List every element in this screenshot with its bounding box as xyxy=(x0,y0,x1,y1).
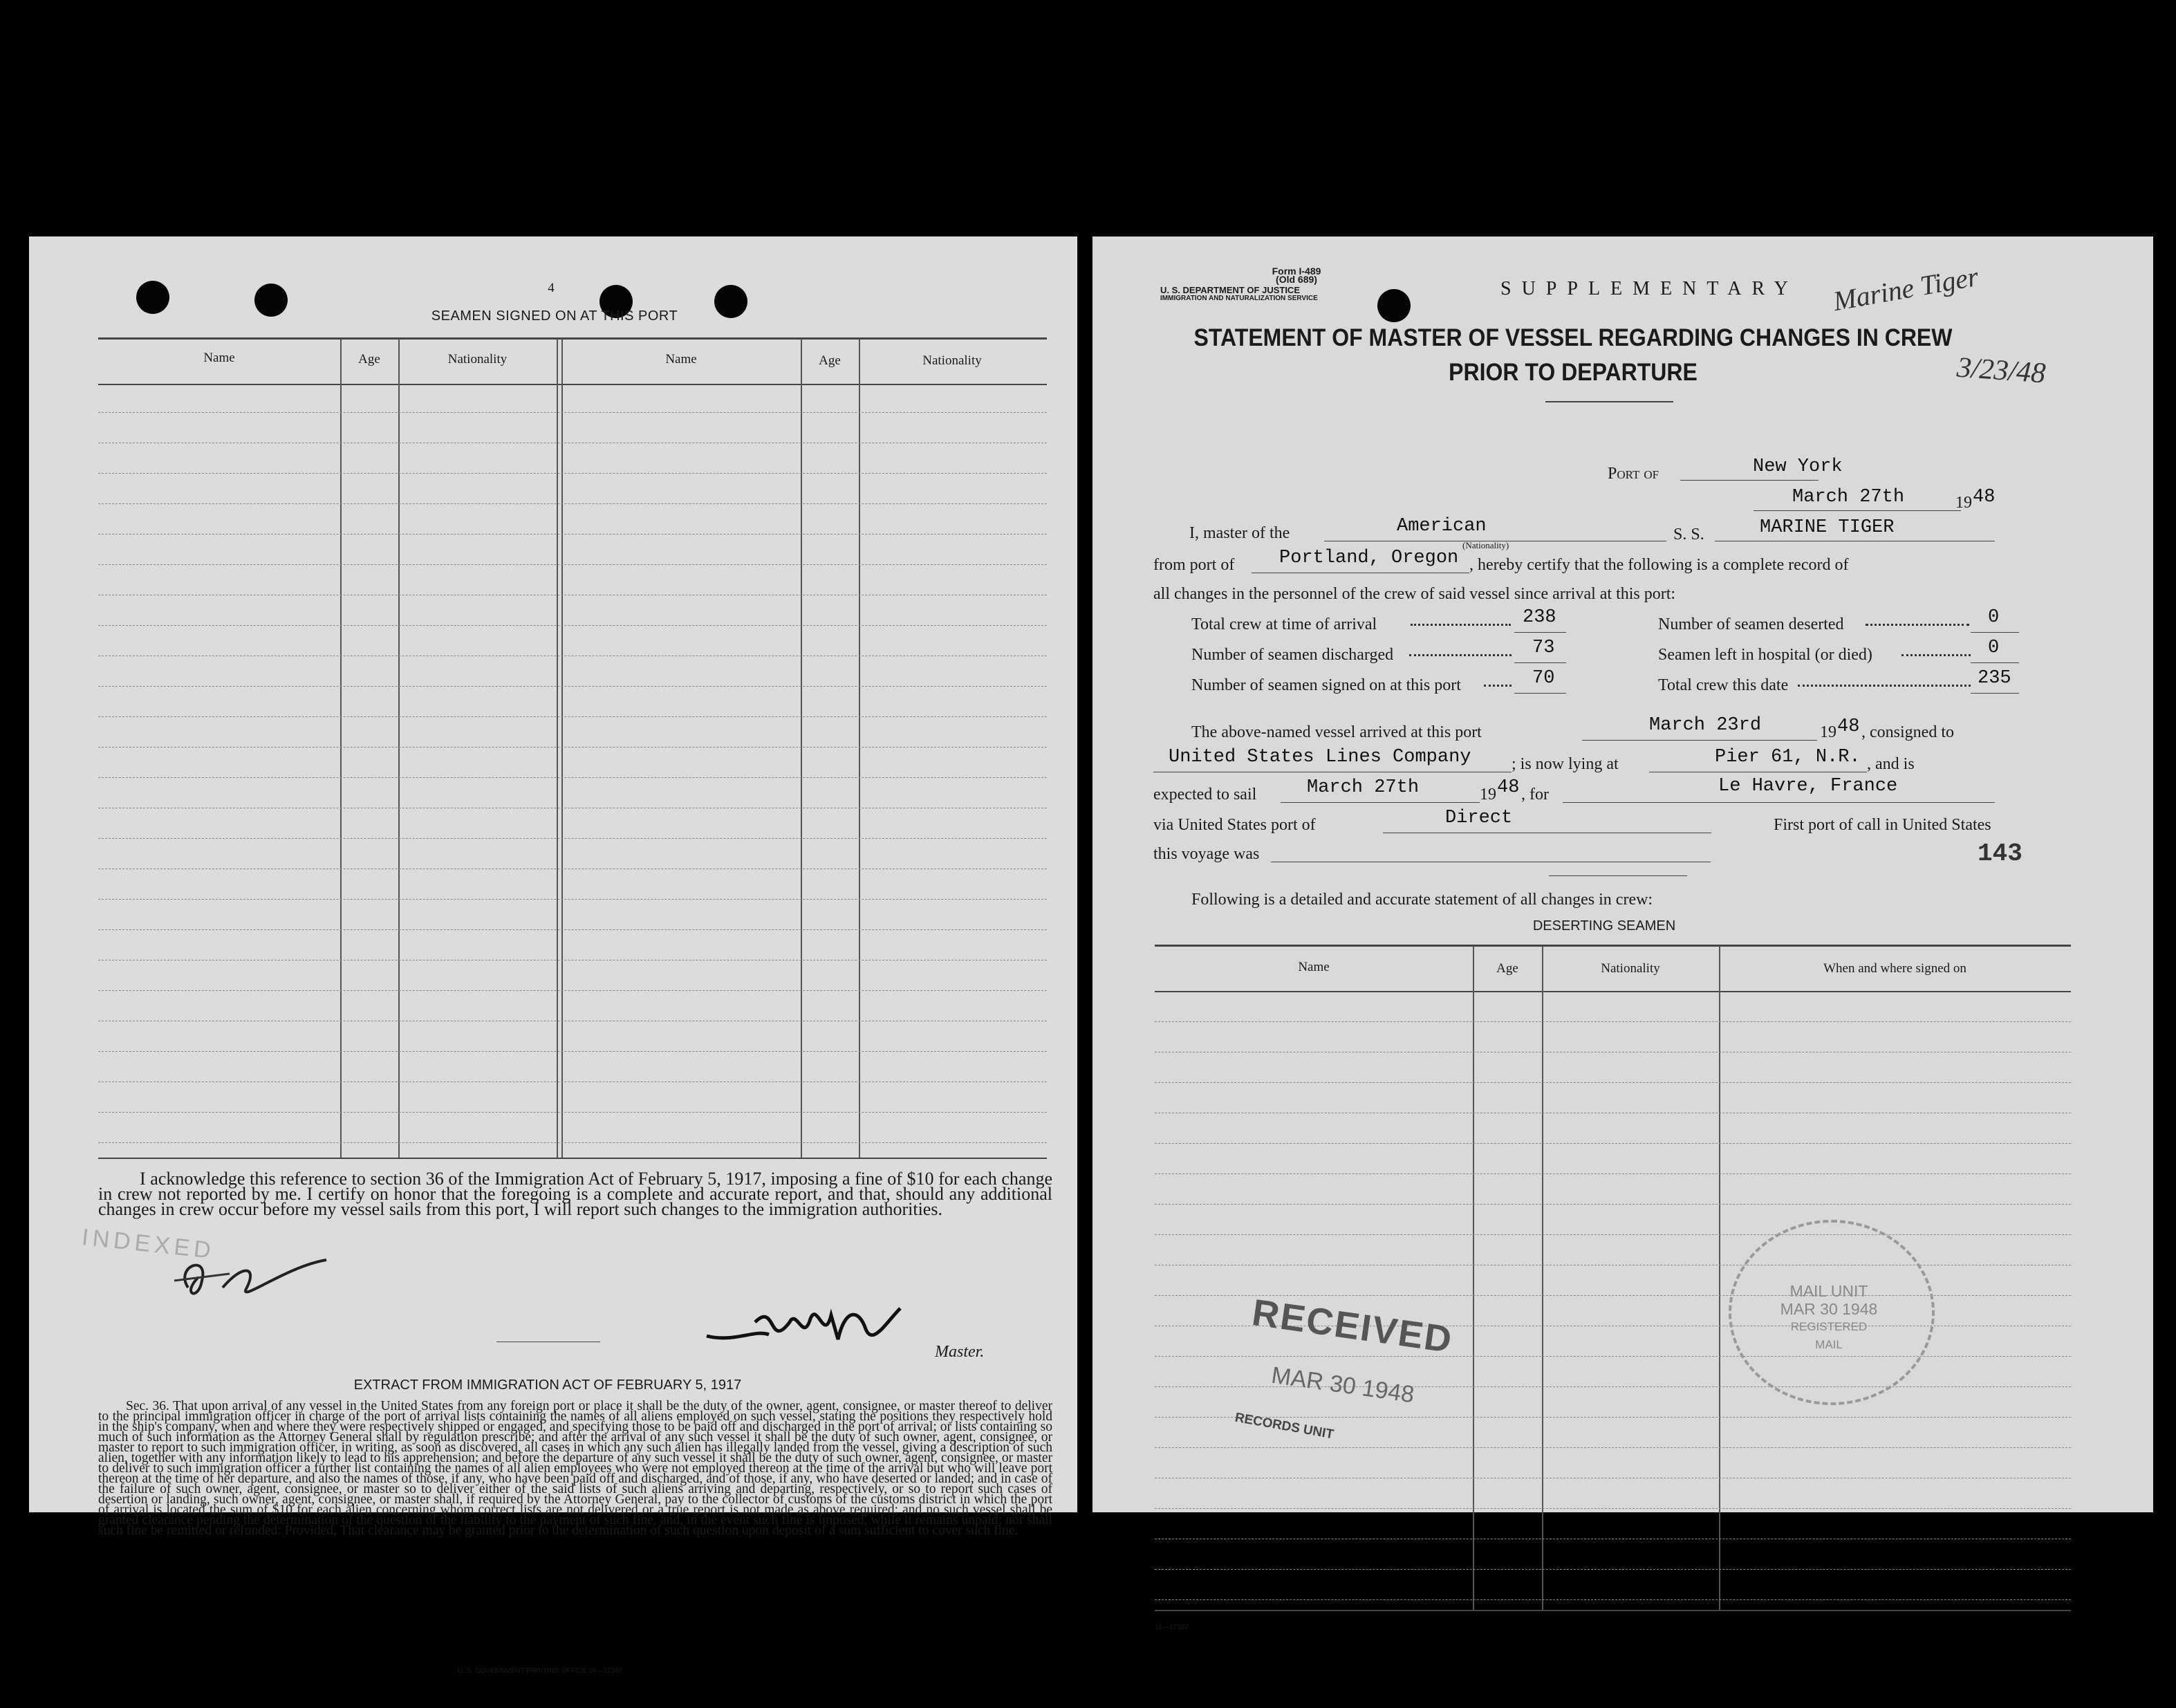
table-row-rule xyxy=(98,1051,1047,1052)
table-row-rule xyxy=(1155,1599,2071,1600)
signed-on-value: 70 xyxy=(1532,668,1555,689)
first-port-label: First port of call in United States xyxy=(1774,816,1991,834)
table-row-rule xyxy=(98,564,1047,565)
year-value: 48 xyxy=(1973,487,1996,508)
extract-text: Sec. 36. That upon arrival of any vessel in the United States from any foreign port or place it shall be the duty of the owner, agent, consignee, or master thereof to deliver to the principal immigration officer in charge of the port of arrival lists containing the names of all aliens employed on such vessel, stating the positions they respectively hold in the ship's company, when and where they were respectively shipped or engaged, and specifying those to be paid off and discharged in the port of arrival; or lists containing so much of such information as the Attorney General shall by regulation prescribe; and after the arrival of any such vessel it shall be the duty of such owner, agent, consignee, or master to report to such immigration officer, in writing, as soon as discovered, all cases in which any such alien has illegally landed from the vessel, giving a description of such alien, together with any information likely to lead to his apprehension; and before the departure of any such vessel it shall be the duty of such owner, agent, consignee, or master to deliver to such immigration officer a further list containing the names of all alien employees who were not employed thereon at the time of the arrival but who will leave port thereon at the time of her departure, and also the names of those, if any, who have been paid off and discharged, and of those, if any, who have deserted or landed; and in case of the failure of such owner, agent, consignee, or master so to deliver either of the said lists of such aliens arriving and departing, respectively, or so to report such cases of desertion or landing, such owner, agent, consignee, or master shall, if required by the Attorney General, pay to the collector of customs of the customs district in which the port of arrival is located the sum of $10 for each alien concerning whom correct lists are not delivered or a true report is not made as above required; and no such vessel shall be granted clearance pending the determination of the question of the liability to the payment of such fine, and, in the event such fine is imposed, while it remains unpaid; nor shall such fine be remitted or refunded: Provided, That clearance may be granted prior to the determination of such question upon deposit of a sum sufficient to cover such fine. xyxy=(98,1399,1052,1538)
column-header-nationality: Nationality xyxy=(447,352,508,366)
consignee-value: United States Lines Company xyxy=(1169,747,1471,768)
title-rule xyxy=(1545,401,1673,402)
from-port-label: from port of xyxy=(1153,556,1235,574)
arrived-label: The above-named vessel arrived at this port xyxy=(1191,723,1482,741)
left-page xyxy=(29,236,1077,1675)
ship-name: MARINE TIGER xyxy=(1760,517,1895,538)
table-row-rule xyxy=(1155,1447,2071,1448)
table-header-rule xyxy=(1155,991,2071,992)
table-row-rule xyxy=(1155,1204,2071,1205)
table-row-rule xyxy=(1155,1417,2071,1418)
leader-dots xyxy=(1409,654,1512,656)
leader-dots xyxy=(1901,654,1971,656)
via-port-value: Direct xyxy=(1445,808,1513,828)
year-prefix: 19 xyxy=(1955,494,1972,512)
mail-unit-stamp-text: MAIL UNIT MAR 30 1948 REGISTERED MAIL xyxy=(1780,1282,1878,1351)
sail-date-value: March 27th xyxy=(1307,777,1420,798)
master-label: Master. xyxy=(935,1343,985,1361)
initials-signature xyxy=(160,1239,340,1315)
table-top-rule xyxy=(1155,945,2071,947)
table-row-rule xyxy=(98,625,1047,626)
deserting-title: DESERTING SEAMEN xyxy=(1532,918,1676,934)
field-underline xyxy=(1971,693,2019,694)
table-row-rule xyxy=(1155,1021,2071,1022)
sail-year-prefix: 19 xyxy=(1480,786,1496,804)
table-row-rule xyxy=(98,899,1047,900)
field-underline xyxy=(1514,662,1566,663)
signed-on-label: Number of seamen signed on at this port xyxy=(1191,676,1461,694)
column-header-name: Name xyxy=(1298,960,1330,974)
right-page xyxy=(1092,236,2153,1631)
department-name: U. S. DEPARTMENT OF JUSTICE xyxy=(1160,285,1300,295)
lying-label: ; is now lying at xyxy=(1512,755,1619,773)
handwritten-ship-note: Marine Tiger xyxy=(1830,260,1981,317)
punch-hole xyxy=(1377,289,1411,322)
supplementary-label: SUPPLEMENTARY xyxy=(1500,278,1798,299)
handwritten-date-note: 3/23/48 xyxy=(1955,351,2047,390)
field-underline xyxy=(1582,740,1817,741)
received-stamp: RECEIVED xyxy=(1249,1291,1456,1362)
table-top-rule xyxy=(98,337,1047,340)
table-row-rule xyxy=(1155,1173,2071,1174)
field-underline xyxy=(1971,662,2019,663)
form-subtitle: PRIOR TO DEPARTURE xyxy=(1449,358,1698,386)
voyage-number: 143 xyxy=(1978,839,2022,868)
table-bottom-rule xyxy=(1155,1610,2071,1611)
date-value: March 27th xyxy=(1792,487,1905,508)
field-underline xyxy=(1754,510,1961,511)
acknowledgement-text: I acknowledge this reference to section 36 of the Immigration Act of February 5, 1917, imposing a fine of $10 for each change in crew not reported by me. I certify on honor that the foregoing is a complete and accurate report, and that, should any additional changes in crew occur before my vessel sails from this port, I will report such changes to the immigration authorities. xyxy=(98,1169,1052,1219)
punch-hole xyxy=(254,284,288,317)
table-row-rule xyxy=(1155,1569,2071,1570)
hospital-value: 0 xyxy=(1988,638,2000,658)
ss-label: S. S. xyxy=(1673,526,1704,544)
table-row-rule xyxy=(98,990,1047,991)
column-header-age: Age xyxy=(1496,961,1518,976)
table-row-rule xyxy=(98,777,1047,778)
leader-dots xyxy=(1866,624,1969,626)
from-port-value: Portland, Oregon xyxy=(1279,548,1459,568)
column-divider xyxy=(859,339,860,1158)
field-underline xyxy=(1514,632,1566,633)
total-crew-date-label: Total crew this date xyxy=(1658,676,1789,694)
column-header-nationality: Nationality xyxy=(922,353,982,368)
pier-value: Pier 61, N.R. xyxy=(1715,747,1861,768)
table-row-rule xyxy=(98,1142,1047,1143)
field-underline xyxy=(1971,632,2019,633)
table-row-rule xyxy=(98,747,1047,748)
column-divider xyxy=(398,339,400,1158)
following-text: Following is a detailed and accurate statement of all changes in crew: xyxy=(1191,891,1653,909)
table-row-rule xyxy=(98,838,1047,839)
field-underline xyxy=(1281,802,1480,803)
table-row-rule xyxy=(98,929,1047,930)
column-divider xyxy=(557,339,558,1158)
table-row-rule xyxy=(98,534,1047,535)
nationality-value: American xyxy=(1397,516,1487,537)
extract-title: EXTRACT FROM IMMIGRATION ACT OF FEBRUARY 5, 1917 xyxy=(353,1377,742,1393)
nationality-caption: (Nationality) xyxy=(1462,540,1509,550)
column-header-age: Age xyxy=(358,352,380,366)
expected-label: expected to sail xyxy=(1153,786,1257,804)
field-underline xyxy=(1680,480,1819,481)
table-row-rule xyxy=(1155,1356,2071,1357)
deserted-value: 0 xyxy=(1988,607,2000,628)
table-row-rule xyxy=(1155,1143,2071,1144)
field-underline xyxy=(1514,693,1566,694)
and-is-label: , and is xyxy=(1867,755,1915,773)
voyage-label: this voyage was xyxy=(1153,845,1260,863)
table-row-rule xyxy=(98,1112,1047,1113)
column-divider xyxy=(1542,946,1543,1610)
consigned-label: , consigned to xyxy=(1861,723,1954,741)
discharged-value: 73 xyxy=(1532,638,1555,658)
changes-text: all changes in the personnel of the crew of said vessel since arrival at this port: xyxy=(1153,585,1676,603)
arrived-date-value: March 23rd xyxy=(1649,715,1762,736)
port-of-label: Port of xyxy=(1608,465,1659,483)
port-value: New York xyxy=(1753,456,1843,477)
service-name: IMMIGRATION AND NATURALIZATION SERVICE xyxy=(1160,295,1318,302)
destination-value: Le Havre, France xyxy=(1718,776,1898,797)
table-bottom-rule xyxy=(98,1158,1047,1159)
total-crew-arrival-value: 238 xyxy=(1523,607,1556,628)
leader-dots xyxy=(1484,685,1512,687)
leader-dots xyxy=(1798,685,1971,687)
column-divider xyxy=(801,339,802,1158)
arrived-year-prefix: 19 xyxy=(1820,723,1836,741)
table-row-rule xyxy=(98,412,1047,413)
table-row-rule xyxy=(98,716,1047,717)
indexed-stamp: INDEXED xyxy=(80,1224,216,1264)
hospital-label: Seamen left in hospital (or died) xyxy=(1658,646,1872,664)
form-title: STATEMENT OF MASTER OF VESSEL REGARDING CHANGES IN CREW xyxy=(1193,324,1953,351)
table-row-rule xyxy=(1155,1082,2071,1083)
page-number: 4 xyxy=(548,281,555,295)
total-crew-date-value: 235 xyxy=(1978,668,2011,689)
master-of-label: I, master of the xyxy=(1189,524,1290,542)
table-row-rule xyxy=(98,686,1047,687)
column-header-name: Name xyxy=(665,352,697,366)
field-underline xyxy=(1563,802,1995,803)
for-label: , for xyxy=(1521,786,1549,804)
printing-office-footer: U. S. GOVERNMENT PRINTING OFFICE 16—17387 xyxy=(458,1667,623,1675)
column-header-nationality: Nationality xyxy=(1601,961,1660,976)
page-title: SEAMEN SIGNED ON AT THIS PORT xyxy=(431,308,678,324)
discharged-label: Number of seamen discharged xyxy=(1191,646,1394,664)
table-row-rule xyxy=(1155,1508,2071,1509)
received-date-stamp: MAR 30 1948 xyxy=(1270,1362,1416,1409)
leader-dots xyxy=(1411,624,1511,626)
column-divider xyxy=(1473,946,1474,1610)
column-header-when-where: When and where signed on xyxy=(1823,961,1966,976)
arrived-year-value: 48 xyxy=(1837,716,1860,737)
sail-year-value: 48 xyxy=(1497,777,1520,798)
records-unit-stamp: RECORDS UNIT xyxy=(1234,1410,1335,1442)
form-number: Form I-489 (Old 689) xyxy=(1272,266,1321,285)
total-crew-arrival-label: Total crew at time of arrival xyxy=(1191,615,1377,633)
via-label: via United States port of xyxy=(1153,816,1316,834)
column-divider xyxy=(1719,946,1720,1610)
column-header-name: Name xyxy=(203,351,235,365)
table-row-rule xyxy=(1155,1234,2071,1235)
master-signature xyxy=(693,1281,914,1357)
table-row-rule xyxy=(98,473,1047,474)
table-header-rule xyxy=(98,384,1047,385)
certify-text: , hereby certify that the following is a complete record of xyxy=(1469,556,1849,574)
deserted-label: Number of seamen deserted xyxy=(1658,615,1844,633)
field-underline xyxy=(1549,875,1687,876)
column-divider xyxy=(340,339,342,1158)
form-footer: 16—17387 xyxy=(1155,1624,1189,1631)
table-row-rule xyxy=(98,503,1047,504)
column-divider xyxy=(561,339,563,1158)
column-header-age: Age xyxy=(819,353,841,368)
punch-hole xyxy=(136,281,169,314)
